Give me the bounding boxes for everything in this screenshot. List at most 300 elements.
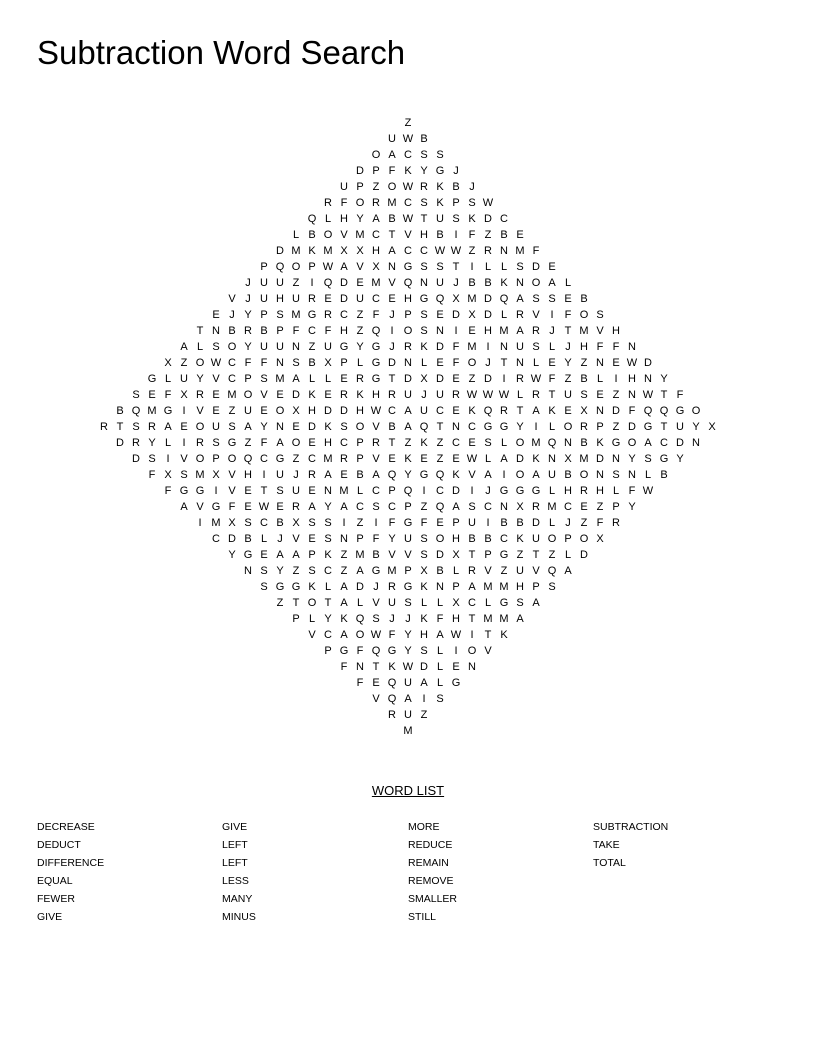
puzzle-letter: N	[292, 341, 300, 353]
puzzle-letter: M	[355, 229, 365, 241]
puzzle-letter: G	[147, 373, 157, 385]
puzzle-letter: B	[580, 437, 588, 449]
puzzle-letter: A	[548, 277, 556, 289]
puzzle-letter: E	[260, 405, 268, 417]
puzzle-letter: M	[531, 437, 541, 449]
puzzle-letter: G	[371, 357, 381, 369]
puzzle-letter: S	[340, 421, 348, 433]
word-list-item: SMALLER	[408, 893, 458, 905]
puzzle-letter: R	[468, 565, 476, 577]
puzzle-letter: F	[596, 517, 604, 529]
puzzle-letter: S	[420, 325, 428, 337]
puzzle-letter: L	[292, 229, 300, 241]
puzzle-letter: F	[628, 405, 636, 417]
puzzle-letter: B	[564, 469, 572, 481]
puzzle-letter: F	[372, 533, 380, 545]
puzzle-letter: H	[356, 405, 364, 417]
puzzle-letter: Z	[276, 597, 284, 609]
puzzle-letter: V	[292, 533, 300, 545]
puzzle-letter: B	[388, 421, 396, 433]
puzzle-letter: D	[532, 261, 540, 273]
puzzle-letter: Q	[435, 293, 445, 305]
puzzle-letter: L	[436, 677, 444, 689]
puzzle-row	[0, 467, 816, 483]
puzzle-letter: D	[612, 405, 620, 417]
puzzle-letter: A	[532, 405, 540, 417]
puzzle-letter: S	[516, 597, 524, 609]
word-list-item: LEFT	[222, 857, 248, 869]
puzzle-letter: Q	[483, 405, 493, 417]
puzzle-letter: D	[484, 293, 492, 305]
puzzle-letter: E	[420, 453, 428, 465]
puzzle-letter: E	[548, 261, 556, 273]
puzzle-letter: D	[324, 405, 332, 417]
puzzle-letter: G	[531, 485, 541, 497]
puzzle-row	[0, 387, 816, 403]
puzzle-letter: G	[499, 421, 509, 433]
puzzle-letter: R	[532, 389, 540, 401]
puzzle-letter: H	[564, 485, 572, 497]
puzzle-letter: X	[372, 261, 380, 273]
puzzle-letter: S	[228, 421, 236, 433]
puzzle-letter: E	[308, 437, 316, 449]
puzzle-letter: P	[260, 309, 268, 321]
puzzle-letter: S	[324, 517, 332, 529]
puzzle-letter: D	[452, 485, 460, 497]
puzzle-letter: V	[228, 469, 236, 481]
puzzle-letter: E	[356, 277, 364, 289]
puzzle-letter: H	[452, 613, 460, 625]
puzzle-letter: M	[547, 501, 557, 513]
puzzle-letter: B	[276, 517, 284, 529]
puzzle-letter: Y	[276, 565, 284, 577]
puzzle-letter: Q	[275, 261, 285, 273]
puzzle-letter: U	[404, 677, 412, 689]
puzzle-letter: P	[484, 549, 492, 561]
puzzle-letter: K	[308, 581, 316, 593]
puzzle-letter: X	[292, 517, 300, 529]
puzzle-letter: B	[500, 229, 508, 241]
puzzle-letter: Y	[356, 213, 364, 225]
puzzle-letter: Q	[547, 565, 557, 577]
puzzle-letter: Y	[404, 645, 412, 657]
puzzle-row	[0, 483, 816, 499]
puzzle-letter: I	[470, 629, 474, 641]
puzzle-letter: T	[548, 389, 556, 401]
puzzle-letter: H	[612, 325, 620, 337]
puzzle-letter: B	[436, 229, 444, 241]
puzzle-letter: E	[308, 485, 316, 497]
puzzle-letter: H	[340, 213, 348, 225]
puzzle-letter: D	[388, 357, 396, 369]
puzzle-letter: L	[500, 437, 508, 449]
puzzle-letter: G	[211, 501, 221, 513]
puzzle-letter: T	[420, 213, 428, 225]
puzzle-letter: B	[452, 181, 460, 193]
word-list-item: FEWER	[37, 893, 75, 905]
puzzle-letter: V	[388, 277, 396, 289]
puzzle-letter: K	[500, 629, 508, 641]
puzzle-row	[0, 179, 816, 195]
puzzle-letter: U	[180, 373, 188, 385]
puzzle-letter: I	[374, 517, 378, 529]
puzzle-letter: O	[691, 405, 701, 417]
puzzle-letter: E	[340, 373, 348, 385]
puzzle-letter: K	[500, 277, 508, 289]
puzzle-letter: U	[244, 405, 252, 417]
puzzle-letter: U	[292, 293, 300, 305]
puzzle-letter: F	[532, 245, 540, 257]
puzzle-letter: Z	[340, 565, 348, 577]
puzzle-letter: O	[307, 597, 317, 609]
puzzle-letter: N	[276, 357, 284, 369]
puzzle-letter: M	[339, 485, 349, 497]
puzzle-letter: K	[452, 469, 460, 481]
puzzle-letter: U	[404, 389, 412, 401]
puzzle-letter: R	[532, 501, 540, 513]
puzzle-letter: Z	[404, 437, 412, 449]
puzzle-letter: J	[485, 485, 491, 497]
puzzle-letter: G	[243, 549, 253, 561]
puzzle-letter: I	[534, 421, 538, 433]
puzzle-letter: X	[420, 373, 428, 385]
puzzle-letter: P	[564, 533, 572, 545]
puzzle-letter: H	[596, 485, 604, 497]
puzzle-letter: L	[308, 373, 316, 385]
puzzle-letter: O	[579, 309, 589, 321]
puzzle-row	[0, 595, 816, 611]
puzzle-letter: T	[260, 485, 268, 497]
puzzle-letter: S	[420, 149, 428, 161]
puzzle-letter: P	[596, 421, 604, 433]
puzzle-letter: V	[484, 645, 492, 657]
puzzle-letter: E	[324, 293, 332, 305]
puzzle-letter: S	[548, 581, 556, 593]
puzzle-letter: N	[356, 661, 364, 673]
puzzle-letter: O	[195, 421, 205, 433]
puzzle-letter: J	[293, 469, 299, 481]
word-list-item: MORE	[408, 821, 440, 833]
puzzle-letter: J	[485, 357, 491, 369]
puzzle-letter: X	[452, 293, 460, 305]
puzzle-letter: Y	[420, 165, 428, 177]
puzzle-letter: G	[659, 453, 669, 465]
puzzle-letter: M	[387, 565, 397, 577]
puzzle-letter: E	[276, 389, 284, 401]
puzzle-letter: Y	[388, 533, 396, 545]
puzzle-letter: B	[420, 133, 428, 145]
puzzle-letter: C	[404, 245, 412, 257]
puzzle-letter: F	[564, 309, 572, 321]
puzzle-letter: P	[452, 581, 460, 593]
puzzle-letter: M	[403, 725, 413, 737]
puzzle-row	[0, 723, 816, 739]
puzzle-letter: E	[436, 517, 444, 529]
puzzle-letter: K	[532, 453, 540, 465]
puzzle-letter: U	[436, 389, 444, 401]
word-list-item: LESS	[222, 875, 249, 887]
puzzle-letter: I	[166, 453, 170, 465]
puzzle-letter: I	[502, 469, 506, 481]
puzzle-letter: G	[643, 421, 653, 433]
word-list-item: MANY	[222, 893, 253, 905]
puzzle-letter: P	[404, 565, 412, 577]
puzzle-letter: B	[260, 325, 268, 337]
puzzle-letter: V	[356, 261, 364, 273]
puzzle-letter: Z	[500, 565, 508, 577]
puzzle-letter: Y	[148, 437, 156, 449]
puzzle-letter: V	[260, 389, 268, 401]
puzzle-letter: O	[195, 453, 205, 465]
puzzle-letter: S	[308, 565, 316, 577]
puzzle-letter: W	[498, 389, 510, 401]
puzzle-letter: F	[164, 485, 172, 497]
puzzle-letter: V	[404, 549, 412, 561]
puzzle-letter: K	[468, 405, 476, 417]
puzzle-letter: R	[388, 581, 396, 593]
puzzle-letter: P	[324, 645, 332, 657]
puzzle-letter: L	[548, 421, 556, 433]
puzzle-letter: S	[276, 485, 284, 497]
puzzle-letter: N	[692, 437, 700, 449]
puzzle-letter: Q	[403, 485, 413, 497]
puzzle-letter: N	[340, 533, 348, 545]
puzzle-letter: U	[324, 341, 332, 353]
puzzle-letter: T	[116, 421, 124, 433]
puzzle-letter: S	[484, 437, 492, 449]
puzzle-letter: G	[499, 549, 509, 561]
puzzle-letter: G	[483, 421, 493, 433]
puzzle-letter: S	[244, 517, 252, 529]
puzzle-letter: A	[340, 261, 348, 273]
puzzle-letter: A	[292, 373, 300, 385]
puzzle-letter: U	[564, 389, 572, 401]
puzzle-letter: E	[276, 501, 284, 513]
puzzle-letter: I	[262, 469, 266, 481]
puzzle-letter: A	[276, 549, 284, 561]
puzzle-letter: Q	[659, 405, 669, 417]
puzzle-letter: D	[420, 661, 428, 673]
puzzle-letter: F	[612, 341, 620, 353]
puzzle-letter: Z	[468, 373, 476, 385]
puzzle-letter: B	[372, 549, 380, 561]
puzzle-letter: Z	[292, 565, 300, 577]
puzzle-letter: S	[516, 261, 524, 273]
word-list-item: DEDUCT	[37, 839, 81, 851]
puzzle-letter: C	[324, 565, 332, 577]
puzzle-letter: Q	[131, 405, 141, 417]
puzzle-letter: W	[626, 357, 638, 369]
puzzle-row	[0, 451, 816, 467]
puzzle-letter: Z	[564, 373, 572, 385]
puzzle-letter: R	[148, 421, 156, 433]
puzzle-letter: U	[276, 341, 284, 353]
puzzle-letter: H	[628, 373, 636, 385]
puzzle-letter: Y	[516, 421, 524, 433]
puzzle-letter: Z	[420, 709, 428, 721]
puzzle-letter: A	[180, 501, 188, 513]
puzzle-letter: D	[340, 405, 348, 417]
puzzle-letter: V	[228, 293, 236, 305]
puzzle-letter: A	[372, 213, 380, 225]
puzzle-letter: K	[420, 437, 428, 449]
puzzle-letter: L	[356, 357, 364, 369]
puzzle-letter: G	[371, 565, 381, 577]
puzzle-letter: Z	[612, 421, 620, 433]
puzzle-letter: P	[356, 453, 364, 465]
puzzle-letter: K	[324, 549, 332, 561]
puzzle-letter: W	[322, 261, 334, 273]
puzzle-letter: H	[308, 405, 316, 417]
puzzle-letter: S	[292, 357, 300, 369]
puzzle-letter: C	[436, 405, 444, 417]
puzzle-letter: G	[371, 373, 381, 385]
puzzle-letter: B	[308, 357, 316, 369]
puzzle-letter: R	[580, 485, 588, 497]
puzzle-letter: C	[436, 485, 444, 497]
puzzle-letter: U	[436, 213, 444, 225]
puzzle-letter: D	[676, 437, 684, 449]
puzzle-letter: Z	[356, 517, 364, 529]
puzzle-letter: G	[515, 485, 525, 497]
puzzle-letter: I	[454, 325, 458, 337]
puzzle-letter: U	[516, 341, 524, 353]
word-list-item: REMOVE	[408, 875, 454, 887]
puzzle-letter: Y	[660, 373, 668, 385]
puzzle-letter: T	[564, 325, 572, 337]
puzzle-letter: J	[373, 581, 379, 593]
puzzle-letter: P	[244, 373, 252, 385]
puzzle-letter: Y	[260, 421, 268, 433]
puzzle-letter: N	[276, 421, 284, 433]
puzzle-letter: P	[276, 325, 284, 337]
puzzle-letter: S	[612, 469, 620, 481]
puzzle-letter: P	[212, 453, 220, 465]
puzzle-letter: Y	[244, 309, 252, 321]
puzzle-letter: Z	[308, 341, 316, 353]
puzzle-letter: L	[516, 389, 524, 401]
puzzle-letter: S	[596, 309, 604, 321]
puzzle-letter: P	[404, 501, 412, 513]
puzzle-letter: U	[404, 533, 412, 545]
puzzle-letter: E	[388, 453, 396, 465]
puzzle-letter: P	[308, 549, 316, 561]
puzzle-letter: J	[453, 165, 459, 177]
puzzle-letter: R	[500, 405, 508, 417]
puzzle-letter: V	[196, 405, 204, 417]
puzzle-letter: S	[212, 341, 220, 353]
puzzle-letter: Q	[387, 677, 397, 689]
puzzle-letter: N	[244, 565, 252, 577]
puzzle-letter: Q	[387, 693, 397, 705]
puzzle-letter: P	[340, 357, 348, 369]
puzzle-row	[0, 659, 816, 675]
puzzle-letter: S	[420, 533, 428, 545]
puzzle-letter: N	[516, 277, 524, 289]
puzzle-letter: L	[436, 597, 444, 609]
puzzle-letter: A	[516, 293, 524, 305]
puzzle-letter: O	[579, 533, 589, 545]
puzzle-letter: Y	[356, 341, 364, 353]
puzzle-letter: U	[260, 293, 268, 305]
puzzle-letter: A	[340, 501, 348, 513]
puzzle-letter: S	[276, 309, 284, 321]
puzzle-letter: E	[548, 357, 556, 369]
puzzle-letter: N	[564, 437, 572, 449]
puzzle-letter: C	[356, 501, 364, 513]
puzzle-letter: F	[324, 325, 332, 337]
puzzle-letter: F	[372, 309, 380, 321]
puzzle-row	[0, 307, 816, 323]
puzzle-letter: T	[388, 229, 396, 241]
puzzle-letter: T	[452, 261, 460, 273]
word-list	[0, 818, 816, 938]
puzzle-letter: J	[405, 613, 411, 625]
puzzle-letter: T	[292, 597, 300, 609]
puzzle-letter: J	[245, 293, 251, 305]
puzzle-letter: N	[212, 325, 220, 337]
puzzle-letter: W	[370, 629, 382, 641]
puzzle-letter: P	[260, 261, 268, 273]
puzzle-letter: Y	[196, 373, 204, 385]
puzzle-letter: G	[675, 405, 685, 417]
puzzle-letter: X	[452, 549, 460, 561]
puzzle-letter: F	[340, 197, 348, 209]
puzzle-letter: O	[515, 469, 525, 481]
puzzle-letter: G	[371, 341, 381, 353]
puzzle-letter: Y	[692, 421, 700, 433]
puzzle-letter: X	[516, 501, 524, 513]
puzzle-letter: U	[292, 485, 300, 497]
puzzle-letter: J	[565, 341, 571, 353]
puzzle-letter: Y	[244, 341, 252, 353]
puzzle-letter: M	[355, 549, 365, 561]
puzzle-letter: G	[403, 581, 413, 593]
puzzle-letter: I	[198, 517, 202, 529]
word-list-item: SUBTRACTION	[593, 821, 669, 833]
puzzle-row	[0, 627, 816, 643]
puzzle-letter: C	[404, 197, 412, 209]
puzzle-letter: J	[389, 613, 395, 625]
puzzle-letter: S	[580, 389, 588, 401]
puzzle-letter: G	[339, 341, 349, 353]
puzzle-letter: E	[596, 389, 604, 401]
puzzle-letter: D	[580, 549, 588, 561]
puzzle-letter: Z	[468, 245, 476, 257]
puzzle-letter: G	[163, 405, 173, 417]
puzzle-letter: R	[452, 389, 460, 401]
puzzle-letter: C	[404, 149, 412, 161]
puzzle-letter: Y	[324, 501, 332, 513]
puzzle-letter: P	[308, 261, 316, 273]
puzzle-letter: O	[243, 389, 253, 401]
puzzle-letter: A	[404, 405, 412, 417]
puzzle-letter: T	[484, 629, 492, 641]
puzzle-letter: Y	[628, 453, 636, 465]
puzzle-letter: Z	[612, 389, 620, 401]
puzzle-letter: M	[323, 453, 333, 465]
puzzle-letter: N	[436, 581, 444, 593]
puzzle-row	[0, 563, 816, 579]
puzzle-letter: P	[404, 309, 412, 321]
puzzle-letter: Q	[547, 437, 557, 449]
puzzle-letter: M	[499, 613, 509, 625]
word-list-item: TOTAL	[593, 857, 626, 869]
puzzle-letter: H	[324, 437, 332, 449]
puzzle-letter: D	[308, 421, 316, 433]
puzzle-letter: G	[451, 677, 461, 689]
puzzle-letter: A	[340, 629, 348, 641]
